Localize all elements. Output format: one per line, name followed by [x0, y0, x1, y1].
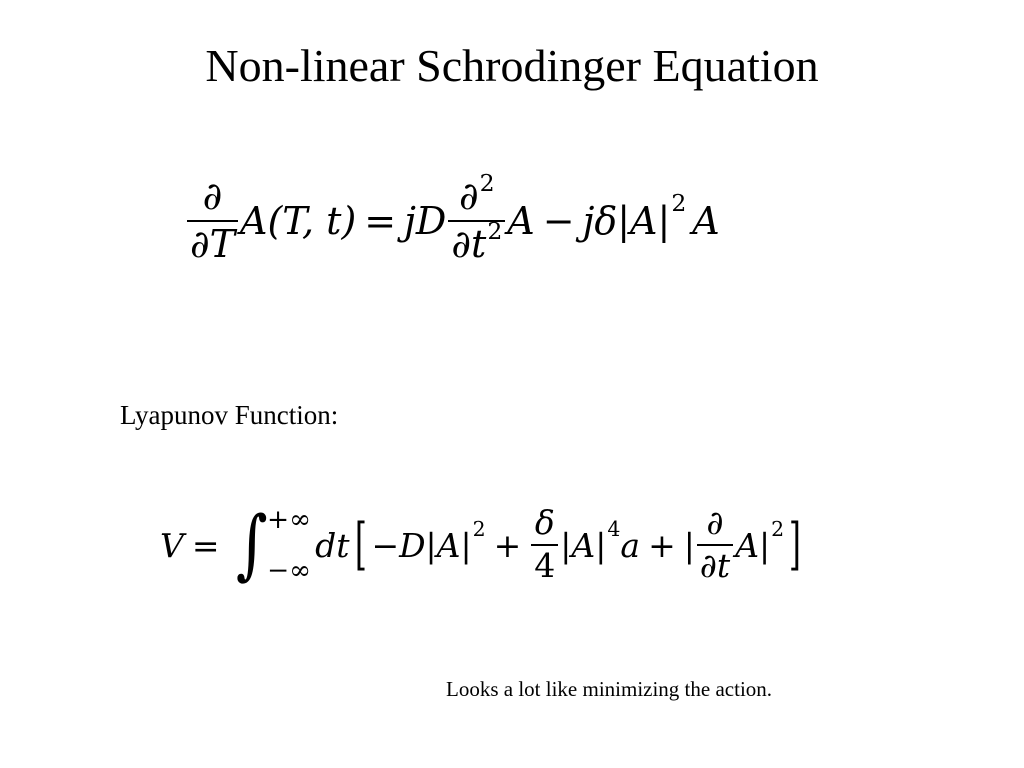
- lower-limit: −∞: [267, 555, 312, 586]
- second-derivative-denominator: [448, 216, 505, 266]
- upper-limit: +∞: [267, 504, 312, 535]
- open-bracket: [: [354, 511, 367, 577]
- amplitude-variable: A: [692, 199, 720, 243]
- lyapunov-equation: [160, 500, 806, 590]
- second-derivative-operator: [448, 168, 505, 266]
- fraction-denominator: 4: [534, 546, 556, 585]
- slide-title: Non-linear Schrodinger Equation: [205, 40, 819, 91]
- operator-denominator: ∂T: [190, 222, 235, 266]
- lyapunov-variable: V: [160, 525, 184, 565]
- dispersion-term: −D|A|: [371, 525, 472, 565]
- delta-over-four: [531, 503, 558, 585]
- integral: [232, 500, 312, 589]
- amplitude-function: A(T, t): [240, 199, 357, 243]
- partial-t-operator: [697, 503, 733, 585]
- amplitude-variable: A: [507, 199, 535, 243]
- exponent: 2: [487, 216, 503, 245]
- lyapunov-label: Lyapunov Function:: [120, 400, 339, 430]
- differential: dt: [315, 525, 350, 565]
- operator-denominator: ∂t: [699, 546, 731, 585]
- equals-sign: =: [191, 525, 220, 565]
- dispersion-coefficient: jD: [404, 199, 447, 243]
- exponent: 2: [771, 517, 785, 542]
- exponent: 2: [472, 517, 486, 542]
- nonlinear-term: |A|: [560, 525, 607, 565]
- exponent: 2: [479, 168, 495, 197]
- operator-numerator: ∂: [706, 503, 724, 543]
- close-bracket: ]: [789, 511, 802, 577]
- nls-equation: [185, 168, 720, 274]
- equals-sign: =: [364, 199, 397, 243]
- abs-open: |: [683, 525, 695, 565]
- operator-numerator: ∂: [202, 174, 223, 219]
- partial-t-operator: [187, 174, 238, 266]
- nonlinear-coefficient: jδ|A|: [582, 199, 671, 243]
- integral-sign: ∫: [235, 500, 268, 589]
- plus-sign: +: [648, 525, 676, 565]
- fraction-numerator: δ: [534, 503, 555, 543]
- partial-t: ∂t: [451, 222, 487, 266]
- partial-symbol: ∂: [459, 174, 479, 219]
- term-tail: a: [620, 525, 641, 565]
- exponent: 4: [607, 517, 621, 542]
- footnote: Looks a lot like minimizing the action.: [446, 677, 773, 701]
- plus-sign: +: [493, 525, 522, 565]
- integral-limits: [267, 504, 311, 586]
- gradient-term: A|: [735, 525, 771, 565]
- minus-sign: −: [542, 199, 575, 243]
- second-derivative-numerator: [456, 168, 498, 219]
- exponent: 2: [671, 188, 687, 217]
